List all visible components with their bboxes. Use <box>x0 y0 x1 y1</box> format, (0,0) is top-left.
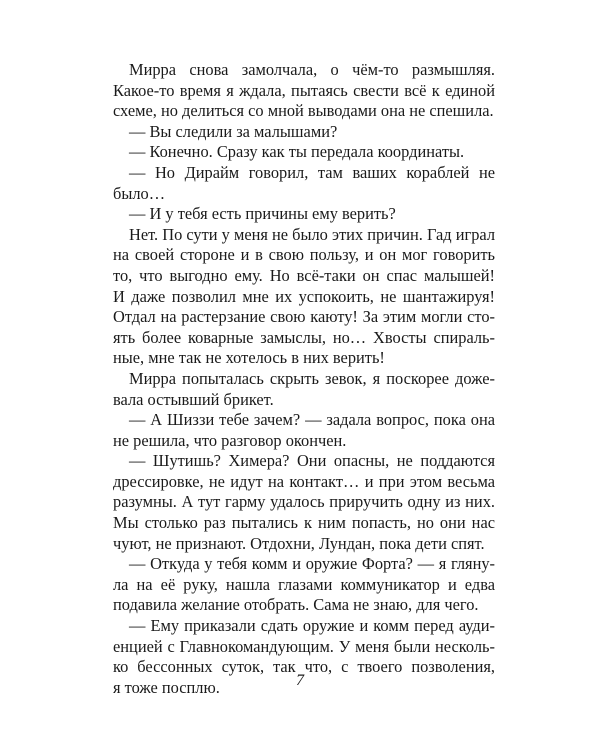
text-line: Мы столько раз пытались к ним попасть, но они нас <box>113 513 495 533</box>
text-line: — Вы следили за малышами? <box>129 121 338 141</box>
text-line: ять более коварные замыслы, но… Хвосты спираль- <box>113 327 495 347</box>
text-line: разумны. А тут гарму удалось приручить одну из них. <box>113 492 495 512</box>
text-line: Мирра попыталась скрыть зевок, я поскорее доже- <box>129 368 495 388</box>
text-line: ла на её руку, нашла глазами коммуникатор и едва <box>113 574 495 594</box>
text-line: на своей стороне и в свою пользу, и он мог говорить <box>113 245 495 265</box>
text-line: енцией с Главнокомандующим. У меня были несколь- <box>113 636 495 656</box>
text-line: подавила желание отобрать. Сама не знаю, для чего. <box>113 595 479 615</box>
text-line: Мирра снова замолчала, о чём-то размышляя. <box>129 60 495 79</box>
text-line: Отдал на растерзание свою каюту! За этим могли сто- <box>113 307 495 327</box>
text-line: ко бессонных суток, так что, с твоего позволения, <box>113 657 495 677</box>
text-line: схеме, но делиться со мной выводами она не спешила. <box>113 101 494 121</box>
text-line: — Шутишь? Химера? Они опасны, не поддаются <box>129 451 495 471</box>
text-line: — А Шиззи тебе зачем? — задала вопрос, пока она <box>129 410 495 430</box>
text-line: — Ему приказали сдать оружие и комм перед ауди- <box>129 616 495 636</box>
text-line: я тоже посплю. <box>113 677 220 697</box>
text-line: ные, мне так не хотелось в них верить! <box>113 348 385 368</box>
text-line: Нет. По сути у меня не было этих причин. Гад играл <box>129 224 496 244</box>
text-line: дрессировке, не идут на контакт… и при этом весьма <box>113 471 495 491</box>
text-line: Какое-то время я ждала, пытаясь свести всё к единой <box>113 80 495 100</box>
text-line: чуют, не признают. Отдохни, Лундан, пока дети спят. <box>113 533 485 553</box>
page-text-block <box>113 60 495 698</box>
text-line: — И у тебя есть причины ему верить? <box>129 204 396 224</box>
text-line: — Конечно. Сразу как ты передала координаты. <box>129 142 465 162</box>
page-number: 7 <box>296 672 304 689</box>
text-line: вала остывший брикет. <box>113 389 274 409</box>
text-line: было… <box>113 183 166 203</box>
text-line: то, что выгодно ему. Но всё-таки он спас малышей! <box>113 265 495 285</box>
text-line: И даже позволил мне их успокоить, не шантажируя! <box>113 286 495 306</box>
text-line: — Но Дирайм говорил, там ваших кораблей не <box>129 162 495 182</box>
text-line: не решила, что разговор окончен. <box>113 430 347 450</box>
text-line: — Откуда у тебя комм и оружие Форта? — я гляну- <box>129 554 495 574</box>
